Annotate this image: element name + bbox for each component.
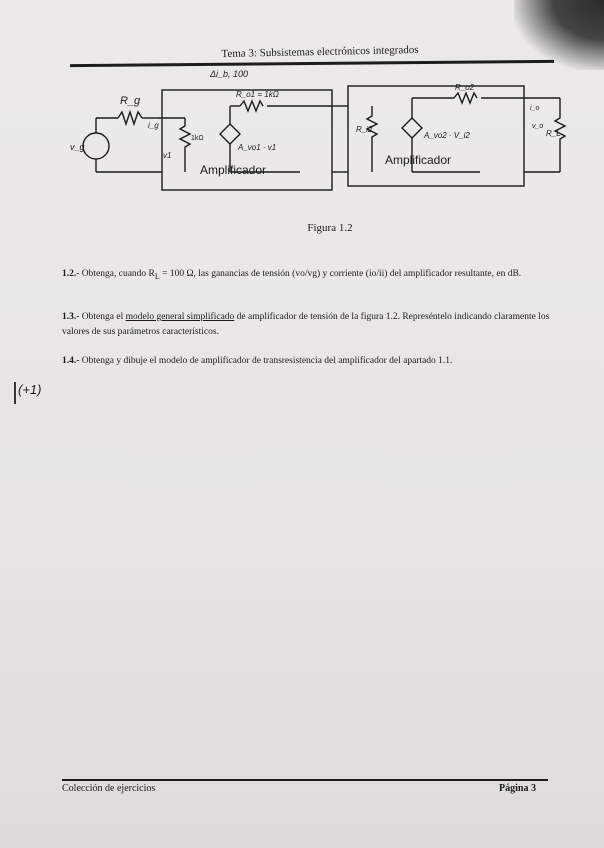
dep-src2-label: A_vo2 · V_i2 (424, 131, 470, 140)
dependent-source-1 (220, 124, 240, 144)
r-in1-label: 1kΩ (191, 135, 204, 142)
problem-1-2-id: 1.2.- (62, 269, 80, 279)
r-out2-label: R_o2 (455, 83, 475, 92)
problem-1-3-post: de amplificador de tensión de la figura 1.2. Represéntelo indicando claramente los valores de sus parámetros característicos. (62, 312, 550, 337)
amplifier-2-label: Amplificador (385, 153, 452, 167)
problem-1-2 (62, 267, 552, 284)
footer-rule (62, 779, 548, 781)
v1-label: v1 (163, 151, 172, 160)
problem-1-2-text: Obtenga, cuando R (79, 269, 155, 279)
problem-1-2-text2: = 100 Ω, las ganancias de tensión (v (159, 269, 301, 279)
vg-label: v_g (70, 142, 85, 152)
problem-1-2-sub: L (154, 271, 160, 281)
problem-1-4-id: 1.4.- (62, 356, 80, 366)
circuit-diagram (60, 66, 580, 206)
problem-1-4-text: Obtenga y dibuje el modelo de amplificador de transresistencia del amplificador del apartado 1.1. (79, 356, 453, 366)
vo-label: v_o (532, 123, 544, 130)
ig-label: i_g (148, 121, 159, 130)
page-number: Página 3 (499, 783, 536, 794)
amplifier-1-label: Amplificador (200, 163, 267, 177)
problem-1-2-text3: o/vg) y corriente (io/ii) del amplificador resultante, en dB. (300, 269, 522, 279)
footer-left-text: Colección de ejercicios (62, 783, 156, 794)
handwritten-margin-note: (+1) (14, 382, 46, 404)
r-out1-label: R_o1 = 1kΩ (236, 90, 279, 99)
problem-1-3 (62, 310, 552, 340)
resistor-ro1 (240, 101, 263, 111)
page-header-title: Tema 3: Subsistemas electrónicos integrados (221, 43, 419, 61)
dependent-source-2 (402, 118, 422, 138)
problem-1-3-underlined: modelo general simplificado (125, 312, 235, 322)
r-in2-label: R_i2 (356, 125, 373, 134)
problem-1-4 (62, 354, 552, 369)
rg-label: R_g (120, 95, 141, 107)
io-label: i_o (530, 105, 540, 112)
resistor-ri1 (180, 118, 190, 157)
problem-1-3-id: 1.3.- (62, 312, 80, 322)
problem-1-3-pre: Obtenga el (79, 312, 126, 322)
voltage-source (83, 133, 109, 159)
rl-label: R_L (546, 129, 561, 138)
figure-caption: Figura 1.2 (307, 222, 353, 234)
resistor-rg (118, 112, 142, 124)
top-note-label: Δi_b, 100 (210, 69, 249, 79)
dep-src1-label: A_vo1 · v1 (238, 143, 277, 152)
resistor-ro2 (454, 93, 477, 103)
